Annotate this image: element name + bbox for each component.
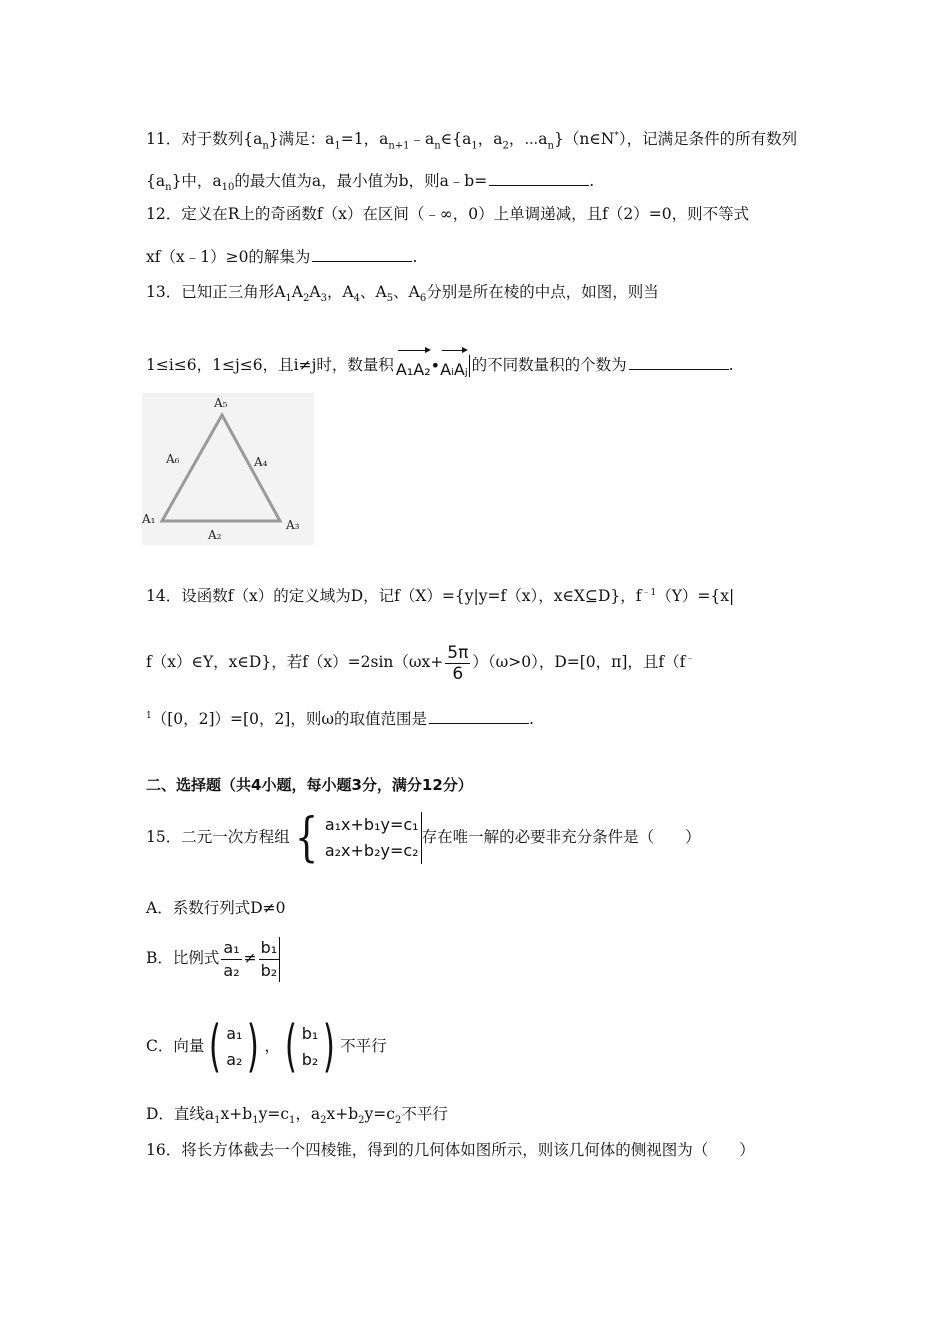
triangle-figure [142, 393, 314, 545]
q12-answer-blank [312, 247, 412, 262]
q13-line2: 1≤i≤6，1≤j≤6，且i≠j时，数量积 A₁A₂ • AᵢAⱼ 的不同数量积的个数为 . [146, 347, 734, 385]
vector-a-column: ( a₁ a₂ ) [209, 1014, 260, 1079]
q13-answer-blank [629, 355, 729, 370]
q14-line2: f（x）∈Y，x∈D}，若f（x）=2sin（ωx+ $\frac{5\pi}{6}$ ）（ω>0），D=[0，π]，且f（f﹣ [146, 642, 695, 684]
label-a3: A₃ [286, 518, 300, 532]
label-a6: A₆ [166, 452, 180, 466]
q14-answer-blank [429, 709, 529, 724]
q15-option-d: D．直线$a_1x+b_1y=c_1$，$a_2x+b_2y=c_2$不平行 [146, 1105, 448, 1127]
q11-answer-blank [489, 171, 589, 186]
label-a2: A₂ [208, 528, 222, 542]
q12-line2: xf（x﹣1）≥0的解集为 . [146, 248, 418, 266]
label-a4: A₄ [254, 455, 268, 469]
q14-line1: 14．设函数f（x）的定义域为D，记f（X）={y|y=f（x），x∈X⊆D}，$f^{﹣1}(Y)=\{x|$ [146, 587, 735, 606]
equation-row-1: a₁x+b₁y=c₁ [324, 815, 419, 834]
q15-stem: 15．二元一次方程组 { a₁x+b₁y=c₁ a₂x+b₂y=c₂ 存在唯一解的必要非充分条件是（ ） [146, 808, 701, 868]
q15-option-c: C．向量 ( a₁ a₂ ) ， ( b₁ b₂ ) 不平行 [146, 1014, 387, 1079]
vector-a1a2: A₁A₂ [396, 347, 431, 385]
q13-line1: 13．已知正三角形$A_1A_2A_3$，$A_4$、$A_5$、$A_6$分别是所在棱的中点，如图，则当 [146, 283, 659, 305]
q15-option-a: A．系数行列式D≠0 [146, 899, 286, 917]
q14-line3: $^1$（[0，2]）=[0，2]，则ω的取值范围是 . [146, 710, 534, 729]
vector-aiaj: AᵢAⱼ [440, 347, 468, 385]
fraction-5pi-over-6: $\frac{5\pi}{6}$ [447, 642, 469, 684]
q16-stem: 16．将长方体截去一个四棱锥，得到的几何体如图所示，则该几何体的侧视图为（ ） [146, 1141, 755, 1159]
q12-line1: 12．定义在R上的奇函数f（x）在区间（﹣∞，0）上单调递减，且f（2）=0，则不等式 [146, 205, 750, 223]
vector-b-column: ( b₁ b₂ ) [284, 1014, 336, 1079]
q11-line2: $\{a_n\}$中，$a_{10}$的最大值为a，最小值为b，则a﹣b= . [146, 172, 595, 194]
equation-row-2: a₂x+b₂y=c₂ [324, 841, 419, 860]
label-a5: A₅ [214, 396, 228, 410]
dot-product-expression: A₁A₂ • AᵢAⱼ [396, 347, 470, 385]
section2-heading: 二、选择题（共4小题，每小题3分，满分12分） [146, 776, 473, 794]
left-brace-icon: { [294, 808, 318, 868]
q11-line1: 11．对于数列$\{a_n\}$满足：$a_1=1$，$a_{n+1}﹣a_n\in\{a_1$，$a_2$，$\cdots a_n\}(n\in N^*)$，记满足条件的所有数列 [146, 130, 798, 152]
equation-system [290, 808, 422, 868]
label-a1: A₁ [142, 512, 156, 526]
q15-option-b: B．比例式 $\frac{\text{a₁}}{\text{a₂}}$ ≠ $\frac{\text{b₁}}{\text{b₂}}$ [146, 932, 282, 984]
